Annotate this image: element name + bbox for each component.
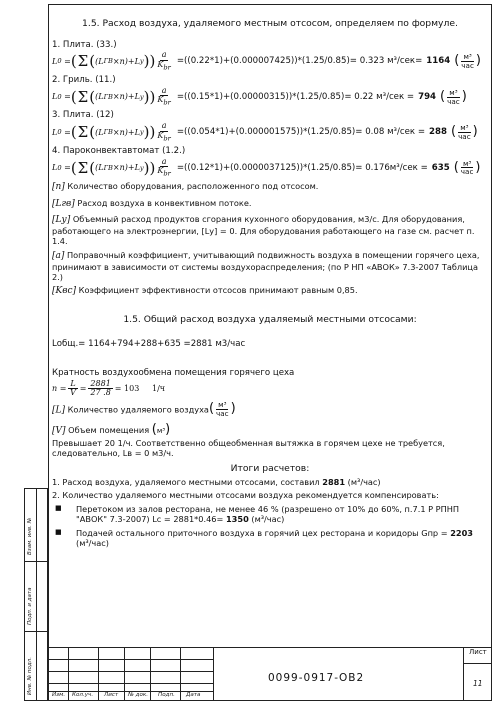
result-2: 2. Количество удаляемого местными отсосами воздуха рекомендуется компенсировать:: [52, 490, 439, 501]
stamp-col-label: Лист: [104, 692, 119, 698]
item-label: 4. Пароконвектавтомат (1.2.): [52, 145, 186, 156]
formula-row: [52, 51, 488, 72]
title-block: [48, 647, 492, 701]
formula-row: [52, 87, 488, 108]
unit-m3-hour: ( $\frac{\text{м³}}{\text{час}}$ ): [453, 158, 481, 177]
calc-text: =((0.054*1)+(0.000001575))*(1.25/0.85)= 0.08 м³/сек =: [176, 127, 426, 138]
unit-m3-hour: ( $\frac{\text{м³}}{\text{час}}$ ): [454, 52, 481, 71]
definition-V: [V] Объем помещения ( м³ ): [52, 421, 171, 437]
result-value: 635: [431, 162, 450, 173]
section2-heading: 1.5. Общий расход воздуха удаляемый местными отсосами:: [123, 313, 417, 325]
calc-text: =((0.15*1)+(0.00000315))*(1.25/0.85)= 0.22 м³/сек =: [176, 91, 415, 102]
exceed-note: Превышает 20 1/ч. Соответственно общеобменная вытяжка в горячем цехе не требуется, следовательно, Lв = 0 м3/ч.: [52, 438, 445, 459]
item-label: 3. Плита. (12): [52, 110, 114, 121]
stamp-col-label: Изм.: [52, 692, 66, 698]
strip-label: Инв. № подл.: [27, 657, 33, 695]
definition-lgv: [Lгв] Расход воздуха в конвективном потоке.: [52, 197, 252, 209]
stamp-col-label: Подп.: [158, 692, 175, 698]
strip-label: Взам. инв. №: [27, 517, 33, 555]
definition-L: [L] Количество удаляемого воздуха ( $\frac{\text{м³}}{\text{час}}$ ): [52, 400, 236, 419]
air-exchange-formula: n = $\frac{L}{V}$ = $\frac{2881}{27 .8}$ = 103 1/ч: [52, 378, 166, 398]
formula-expression: L 0 = ( Σ ( ( L ГВ × n )+ L y )) $\frac{a}{K_{br}}$: [52, 156, 171, 178]
calc-text: =((0.12*1)+(0.0000037125))*(1.25/0.85)= 0.176м³/сек =: [176, 162, 428, 173]
unit-m3-hour: ( $\frac{\text{м³}}{\text{час}}$ ): [450, 123, 478, 141]
strip-label: Подп. и дата: [27, 587, 33, 625]
calc-text: =((0.22*1)+(0.000007425))*(1.25/0.85)= 0.323 м³/сек=: [176, 56, 423, 67]
item-label: 2. Гриль. (11.): [52, 74, 116, 85]
document-body: [52, 8, 488, 549]
item-label: 1. Плита. (33.): [52, 39, 117, 50]
stamp-col-label: Кол.уч.: [72, 692, 94, 698]
left-stamp-strip: [24, 488, 48, 701]
result-value: 1164: [426, 56, 451, 67]
definition-ly: [Lу] Объемный расход продуктов сгорания кухонного оборудования, м3/с. Для оборудования, работающего на электроэнергии, [Lу] = 0. Для оборудования работающего на газе см. расчет п. 1.4.: [52, 213, 475, 247]
result-value: 794: [418, 91, 437, 102]
sheet-number: 11: [473, 679, 483, 688]
total-airflow: Lобщ.= 1164+794+288+635 =2881 м3/час: [52, 339, 246, 350]
definition-kvs: [Kвс] Коэффициент эффективности отсосов принимают равным 0,85.: [52, 285, 358, 297]
formula-expression: L 0 = ( Σ ( ( L ГВ × n )+ L y )) $\frac{a}{K_{br}}$: [52, 85, 171, 108]
result-bullet-2: ■ Подачей остального приточного воздуха в горячий цех ресторана и коридоры Gпр = 2203 (м³/час): [52, 528, 488, 549]
section1-heading: 1.5. Расход воздуха, удаляемого местным отсосом, определяем по формуле.: [82, 18, 458, 29]
formula-row: [52, 158, 488, 179]
air-exchange-caption: Кратность воздухообмена помещения горячего цеха: [52, 367, 295, 378]
definition-n: [n] Количество оборудования, расположенного под отсосом.: [52, 181, 319, 193]
result-value: 288: [429, 127, 447, 138]
stamp-col-label: Дата: [186, 692, 201, 698]
results-title: Итоги расчетов:: [230, 462, 310, 474]
stamp-col-label: № док.: [128, 692, 149, 698]
result-bullet-1: ■ Перетоком из залов ресторана, не менее 46 % (разрешено от 10% до 60%, п.7.1 Р РПНП "АВОК" 7.3-2007) Lc = 2881*0.46= 1350 (м³/час): [52, 504, 488, 525]
sheet-label: Лист: [469, 648, 487, 656]
result-1: 1. Расход воздуха, удаляемого местными отсосами, составил 2881 (м³/час): [52, 477, 381, 488]
formula-expression: L 0 = ( Σ ( ( L ГВ × n )+ L y )) $\frac{a}{K_{br}}$: [52, 121, 171, 143]
unit-m3-hour: ( $\frac{\text{м³}}{\text{час}}$ ): [440, 87, 467, 106]
formula-expression: L 0 = ( Σ ( ( L ГВ × n )+ L y )) $\frac{a}{K_{br}}$: [52, 50, 171, 72]
formula-row: [52, 122, 488, 143]
document-code: 0099-0917-ОВ2: [268, 672, 365, 684]
definition-a: [a] Поправочный коэффициент, учитывающий подвижность воздуха в помещении горячего цеха, принимают в зависимости от системы воздухораспределения; (по Р НП «АВОК» 7.3-2007 Таблица 2.): [52, 249, 480, 283]
